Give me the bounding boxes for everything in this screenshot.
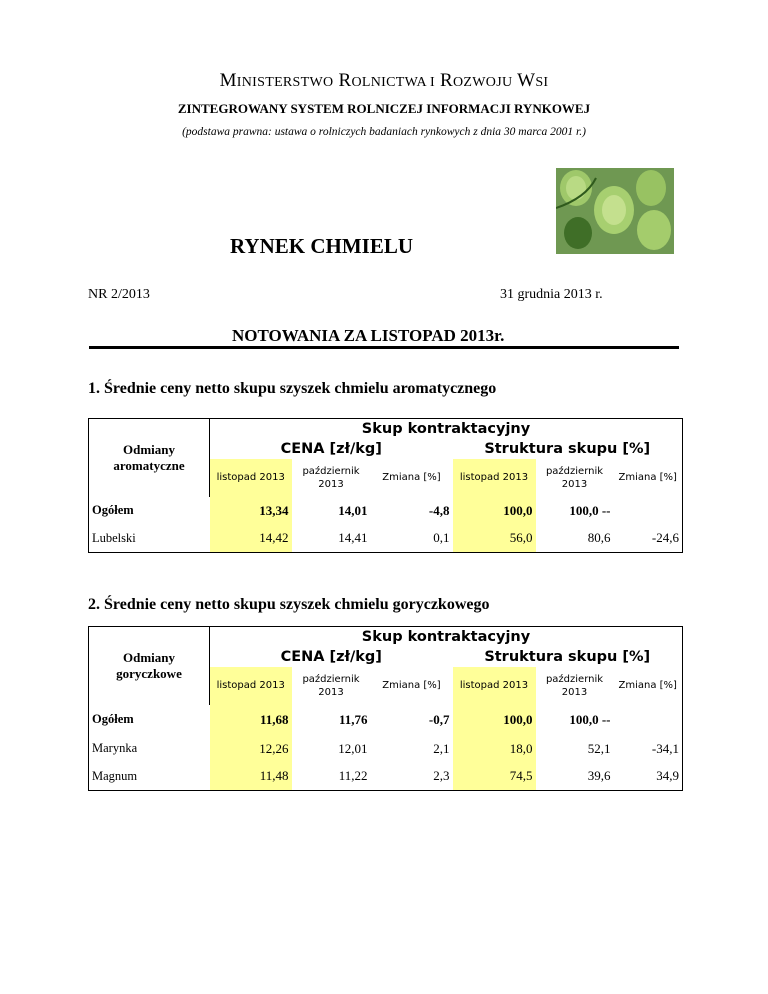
cell: 11,48	[210, 763, 292, 791]
col-header: listopad 2013	[210, 667, 292, 705]
col-header: Zmiana [%]	[382, 472, 441, 483]
ministry-name: MINISTERSTWO ROLNICTWA I ROZWOJU WSI	[219, 70, 549, 91]
row-label: Magnum	[89, 763, 210, 791]
cell: 74,5	[453, 763, 536, 791]
cell: 56,0	[453, 525, 536, 553]
page-title: RYNEK CHMIELU	[230, 234, 414, 258]
cell: -0,7	[428, 711, 450, 727]
cell: 11,76	[338, 711, 368, 727]
col-header: październik 2013	[545, 465, 604, 490]
row-label: Ogółem	[89, 497, 210, 525]
bitter-table	[88, 626, 683, 791]
col-header: Zmiana [%]	[382, 680, 441, 691]
cell: 39,6	[536, 763, 614, 791]
cell	[614, 705, 683, 735]
group-title: Skup kontraktacyjny	[210, 627, 683, 647]
cell: 0,1	[371, 525, 453, 553]
col-header: październik 2013	[302, 673, 360, 698]
cell: 52,1	[587, 740, 611, 756]
cell: 2,1	[433, 740, 450, 756]
cell: -4,8	[428, 502, 450, 518]
group-title: Skup kontraktacyjny	[210, 419, 683, 439]
col-header: listopad 2013	[453, 459, 536, 497]
cell: 14,41	[292, 525, 371, 553]
cell: -24,6	[614, 525, 683, 553]
issue-number: NR 2/2013	[88, 287, 150, 302]
cell: 13,34	[210, 497, 292, 525]
subtitle: NOTOWANIA ZA LISTOPAD 2013r.	[232, 326, 505, 345]
col-header: listopad 2013	[210, 459, 292, 497]
col-header: Zmiana [%]	[614, 667, 683, 705]
col-header: październik 2013	[302, 465, 360, 490]
cell: 11,22	[292, 763, 371, 791]
cell: 11,68	[210, 705, 292, 735]
aromatic-table	[88, 418, 683, 553]
cell: 100,0 --	[569, 711, 611, 727]
section1-heading: 1. Średnie ceny netto skupu szyszek chmielu aromatycznego	[88, 380, 497, 397]
system-name: ZINTEGROWANY SYSTEM ROLNICZEJ INFORMACJI RYNKOWEJ	[177, 101, 591, 116]
price-title: CENA [zł/kg]	[280, 648, 382, 665]
legal-basis: (podstawa prawna: ustawa o rolniczych badaniach rynkowych z dnia 30 marca 2001 r.)	[182, 126, 586, 138]
cell: 2,3	[371, 763, 453, 791]
cell: 80,6	[536, 525, 614, 553]
col-header: Zmiana [%]	[614, 459, 683, 497]
cell: 100,0	[453, 705, 536, 735]
cell: 18,0	[453, 735, 536, 763]
row-header: Odmiany aromatyczne	[89, 419, 210, 497]
divider	[89, 346, 679, 349]
cell: 14,42	[210, 525, 292, 553]
cell: 12,26	[210, 735, 292, 763]
cell: 34,9	[614, 763, 683, 791]
cell: 100,0 --	[569, 502, 611, 518]
hops-photo	[556, 168, 674, 254]
cell: 100,0	[453, 497, 536, 525]
section2-heading: 2. Średnie ceny netto skupu szyszek chmielu goryczkowego	[88, 596, 490, 613]
col-header: październik 2013	[545, 673, 604, 698]
col-header: listopad 2013	[453, 667, 536, 705]
cell: 14,01	[338, 502, 368, 518]
structure-title: Struktura skupu [%]	[453, 439, 683, 459]
structure-title: Struktura skupu [%]	[453, 647, 683, 667]
row-label: Marynka	[89, 735, 210, 763]
row-label: Ogółem	[89, 705, 210, 735]
row-label: Lubelski	[89, 525, 210, 553]
cell: 12,01	[338, 740, 368, 756]
issue-date: 31 grudnia 2013 r.	[500, 287, 603, 302]
cell	[614, 497, 683, 525]
price-title: CENA [zł/kg]	[280, 440, 382, 457]
row-header: Odmiany goryczkowe	[89, 627, 210, 705]
cell: -34,1	[614, 735, 683, 763]
